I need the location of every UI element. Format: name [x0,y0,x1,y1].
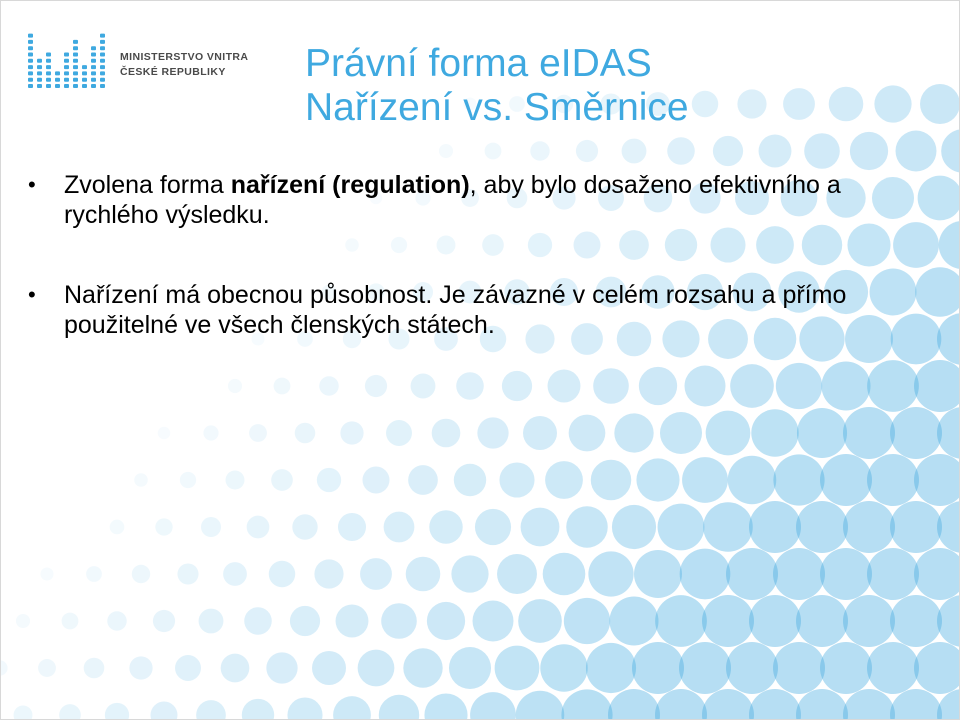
decor-dot [920,84,960,124]
decor-dot [249,424,267,442]
decor-dot [773,548,825,600]
decor-dot [914,642,960,694]
decor-dot [561,689,612,720]
decor-dot [497,554,537,594]
decor-dot [843,689,895,720]
decor-dot [269,561,295,587]
decor-dot [223,562,247,586]
bullet-2-text: Nařízení má obecnou působnost. Je závazné v celém rozsahu a přímo použitelné ve všech členských státech. [64,281,847,339]
logo-dot [28,65,33,69]
decor-dot [107,611,126,630]
decor-dot [340,421,363,444]
decor-dot [622,139,647,164]
logo-dot [64,59,69,63]
decor-dot [843,407,895,459]
decor-dot [890,407,942,459]
bullet-1-bold-term: nařízení (regulation) [230,171,470,199]
decor-dot [726,642,778,694]
logo-dot [91,59,96,63]
logo-dot [64,65,69,69]
decor-dot [266,652,297,683]
decor-dot [655,595,707,647]
decor-dot [84,658,105,679]
decor-dot [941,129,960,173]
logo-text [120,50,248,80]
logo-dot [37,84,42,88]
decor-dot [406,557,441,592]
decor-dot [796,501,848,553]
decor-dot [386,420,412,446]
logo-dot [55,71,60,75]
decor-dot [151,702,178,720]
decor-dot [702,689,754,720]
decor-dot [850,132,888,170]
decor-dot [129,656,152,679]
decor-dot [564,598,610,644]
decor-dot [221,654,250,683]
decor-dot [203,425,218,440]
decor-dot [314,559,343,588]
decor-dot [890,501,942,553]
decor-dot [177,563,198,584]
logo-dot [100,84,105,88]
logo-dot [100,59,105,63]
logo-dot [100,34,105,38]
logo-dot [91,84,96,88]
decor-dot [586,643,636,693]
logo-dot [46,84,51,88]
decor-dot [867,454,919,506]
decor-dot [244,607,272,635]
decor-dot [521,508,560,547]
logo-dot [100,71,105,75]
decor-dot [199,609,224,634]
logo-dot [100,65,105,69]
logo-dot [46,65,51,69]
decor-dot [543,553,586,596]
decor-dot [110,520,125,535]
decor-dot [783,88,815,120]
logo-dot [46,53,51,57]
slide-title [305,42,689,130]
logo-dot [91,46,96,50]
decor-dot [843,501,895,553]
decor-dot [86,566,102,582]
decor-dot [201,517,221,537]
decor-dot [591,460,631,500]
decor-dot [158,427,170,439]
decor-dot [545,461,583,499]
logo-dot [100,78,105,82]
logo-dot [64,84,69,88]
bullet-1-text-after: , aby bylo dosaženo efektivního a rychlého výsledku. [64,171,841,229]
decor-dot [632,642,684,694]
decor-dot [749,595,801,647]
decor-dot [829,87,864,122]
decor-dot [939,221,960,269]
decor-dot [726,548,778,600]
decor-dot [706,411,751,456]
decor-dot [759,135,792,168]
bullet-list [28,170,928,390]
logo-dot [28,84,33,88]
logo-dot [91,65,96,69]
decor-dot [14,706,33,720]
decor-dot [566,506,608,548]
decor-dot [290,606,320,636]
decor-dot [634,550,682,598]
logo-dot [91,78,96,82]
decor-dot [867,548,919,600]
decor-dot [612,505,656,549]
logo-dot [73,40,78,44]
bullet-item-1 [28,170,928,230]
decor-dot [384,512,415,543]
logo-dot [55,78,60,82]
decor-dot [896,131,937,172]
decor-dot [153,610,175,632]
decor-dot [820,642,872,694]
decor-dot [59,704,81,720]
decor-dot [271,469,293,491]
decor-dot [381,603,417,639]
decor-dot [317,468,341,492]
decor-dot [576,140,598,162]
logo-dot [28,46,33,50]
decor-dot [360,558,392,590]
decor-dot [379,695,419,720]
logo-dot [37,59,42,63]
decor-dot [358,650,395,687]
decor-dot [292,514,317,539]
decor-dot [439,144,453,158]
decor-dot [499,462,534,497]
logo-dot [28,53,33,57]
decor-dot [843,595,895,647]
logo-dot [100,40,105,44]
logo-dot [46,59,51,63]
logo-dot [64,53,69,57]
decor-dot [451,555,488,592]
decor-dot [679,642,731,694]
logo-dot [73,65,78,69]
decor-dot [796,595,848,647]
decor-dot [336,605,369,638]
decor-dot [247,516,270,539]
logo-line-1: MINISTERSTVO VNITRA [120,51,249,63]
decor-dot [105,703,129,720]
decor-dot [485,143,502,160]
logo-dot [73,84,78,88]
bullet-1-text-before: Zvolena forma [64,171,231,199]
logo-dot [91,53,96,57]
logo-dot [64,78,69,82]
logo-dot [46,78,51,82]
logo-dot [82,65,87,69]
decor-dot [702,595,754,647]
decor-dot [226,471,245,490]
logo-dot [73,71,78,75]
decor-dot [914,454,960,506]
decor-dot [703,502,753,552]
decor-dot [475,509,511,545]
decor-dot [432,419,461,448]
decor-dot [667,137,695,165]
title-line-2: Nařízení vs. Směrnice [305,86,689,129]
logo-dot [55,84,60,88]
decor-dot [196,700,226,720]
bullet-item-2 [28,280,928,340]
decor-dot [890,595,942,647]
logo-dot [28,40,33,44]
decor-dot [660,412,702,454]
logo-dot [82,84,87,88]
bullet-dot-icon: • [28,172,36,197]
logo-dot [28,34,33,38]
logo-dot [37,65,42,69]
decor-dot [427,602,465,640]
decor-dot [751,409,798,456]
decor-dot [523,416,557,450]
decor-dot [588,551,633,596]
decor-dot [38,659,56,677]
decor-dot [473,601,514,642]
logo-dot [82,78,87,82]
decor-dot [454,464,486,496]
decor-dot [333,696,371,720]
decor-dot [692,91,718,117]
decor-dot [914,548,960,600]
logo-mark-icon [26,30,110,92]
decor-dot [636,458,679,501]
bullet-dot-icon: • [28,282,36,307]
logo-dot [73,46,78,50]
decor-dot [937,407,960,459]
decor-dot [516,691,564,720]
decor-dot [937,313,960,365]
decor-dot [362,466,389,493]
decor-dot [713,136,743,166]
decor-dot [820,454,872,506]
logo-dot [91,71,96,75]
decor-dot [518,599,562,643]
decor-dot [682,457,728,503]
logo-dot [64,71,69,75]
decor-dot [408,465,438,495]
decor-dot [16,614,30,628]
decor-dot [175,655,201,681]
decor-dot [449,647,491,689]
decor-dot [874,85,911,122]
decor-dot [658,504,705,551]
decor-dot [0,660,8,675]
decor-dot [132,565,150,583]
logo-dot [46,71,51,75]
decor-dot [312,651,346,685]
decor-dot [797,408,847,458]
decor-dot [403,648,442,687]
decor-dot [338,513,366,541]
decor-dot [820,548,872,600]
decor-dot [614,413,653,452]
logo-dot [28,78,33,82]
decor-dot [540,644,587,691]
decor-dot [134,473,148,487]
ministry-logo [26,30,256,92]
logo-line-2: ČESKÉ REPUBLIKY [120,66,226,78]
decor-dot [655,689,707,720]
decor-dot [470,692,516,720]
decor-dot [569,415,606,452]
decor-dot [40,567,53,580]
logo-dot [37,71,42,75]
decor-dot [287,697,322,720]
decor-dot [295,423,316,444]
decor-dot [773,642,825,694]
decor-dot [155,518,172,535]
decor-dot [737,89,766,118]
decor-dot [424,693,467,720]
decor-dot [890,689,942,720]
decor-dot [773,454,824,505]
logo-dot [73,59,78,63]
decor-dot [429,510,462,543]
decor-dot [749,501,801,553]
decor-dot [477,417,508,448]
decor-dot [728,456,777,505]
logo-dot [37,78,42,82]
decor-dot [796,689,848,720]
title-line-1: Právní forma eIDAS [305,42,652,85]
decor-dot [608,689,660,720]
decor-dot [937,595,960,647]
decor-dot [530,141,549,160]
logo-dot [82,71,87,75]
logo-dot [73,78,78,82]
decor-dot [804,133,840,169]
decor-dot [749,689,801,720]
decor-dot [867,642,919,694]
decor-dot [62,613,79,630]
logo-dot [100,46,105,50]
decor-dot [937,501,960,553]
decor-dot [495,646,540,691]
decor-dot [180,472,196,488]
logo-dot [28,71,33,75]
decor-dot [242,699,274,720]
decor-dot [680,549,731,600]
decor-dot [609,596,658,645]
logo-dot [28,59,33,63]
logo-dot [100,53,105,57]
logo-dot [73,53,78,57]
